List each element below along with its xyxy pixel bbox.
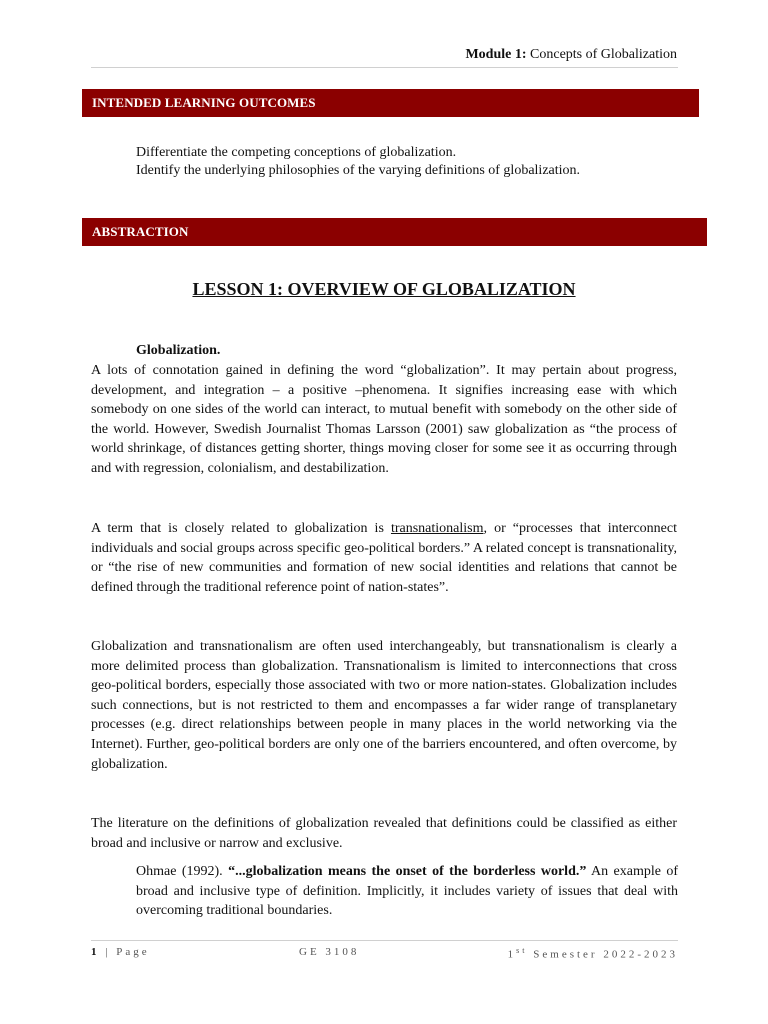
ohmae-quote: “...globalization means the onset of the borderless world.” — [228, 864, 587, 879]
header-divider — [91, 67, 678, 68]
paragraph-ohmae — [136, 862, 678, 921]
ohmae-rest: An example of broad and inclusive type of definition. Implicitly, it includes variety of issues that deal with overcoming traditional boundaries. — [136, 864, 678, 919]
sem-num: 1 — [507, 948, 517, 961]
page-number — [91, 946, 150, 958]
ohmae-author: Ohmae (1992). — [136, 864, 229, 879]
outcome-item: Differentiate the competing conceptions of globalization. — [136, 145, 457, 160]
page-header — [465, 47, 677, 63]
sem-rest: Semester 2022-2023 — [527, 948, 678, 961]
lesson-title: LESSON 1: OVERVIEW OF GLOBALIZATION — [192, 279, 576, 299]
semester-label — [508, 946, 678, 961]
outcomes-banner: INTENDED LEARNING OUTCOMES — [82, 89, 699, 117]
abstraction-banner: ABSTRACTION — [82, 218, 707, 246]
section-subheading: Globalization. — [136, 343, 221, 358]
paragraph-definition: A lots of connotation gained in defining the word “globalization”. It may pertain about progress, development, and integration – a positive –phenomena. It signifies increasing ease with which somebody on one sides of the world can interact, to mutual benefit with somebody on the other side of the world. However, Swedish Journalist Thomas Larsson (2001) saw globalization as “the process of world shrinkage, of distances getting shorter, things moving closer for some see it as occurring through and with regression, colonialism, and destabilization. — [91, 363, 677, 476]
outcomes-list — [136, 144, 580, 180]
footer-divider — [91, 940, 678, 941]
page-num: 1 — [91, 946, 100, 958]
term-transnationalism: transnationalism — [390, 521, 484, 536]
paragraph-transnationalism — [91, 519, 677, 597]
module-label: Module 1: — [465, 47, 527, 62]
p2-before: A term that is closely related to globalization is — [91, 521, 391, 536]
page-footer — [91, 946, 678, 962]
paragraph-literature: The literature on the definitions of globalization revealed that definitions could be classified as either broad and inclusive or narrow and exclusive. — [91, 816, 677, 851]
paragraph-comparison: Globalization and transnationalism are often used interchangeably, but transnationalism is clearly a more delimited process than globalization. Transnationalism is limited to interconnections that cross geo-political borders, especially those associated with two or more nation-states. Globalization includes such connections, but is not restricted to them and encompasses a far wider range of transplanetary processes (e.g. direct relationships between people in many places in the world networking via the Internet). Further, geo-political borders are only one of the barriers encountered, and often overcome, by globalization. — [91, 639, 677, 772]
sem-sup: st — [516, 946, 528, 955]
module-title: Concepts of Globalization — [530, 47, 677, 62]
course-code: GE 3108 — [299, 946, 360, 958]
p2-after: , or “processes that interconnect individuals and social groups across specific geo-political borders.” A related concept is transnationality, or “the rise of new communities and formation of new social identities and relations that cannot be defined through the traditional reference point of nation-states”. — [91, 521, 677, 595]
page-label: | Page — [99, 946, 150, 958]
outcome-item: Identify the underlying philosophies of the varying definitions of globalization. — [136, 163, 581, 178]
